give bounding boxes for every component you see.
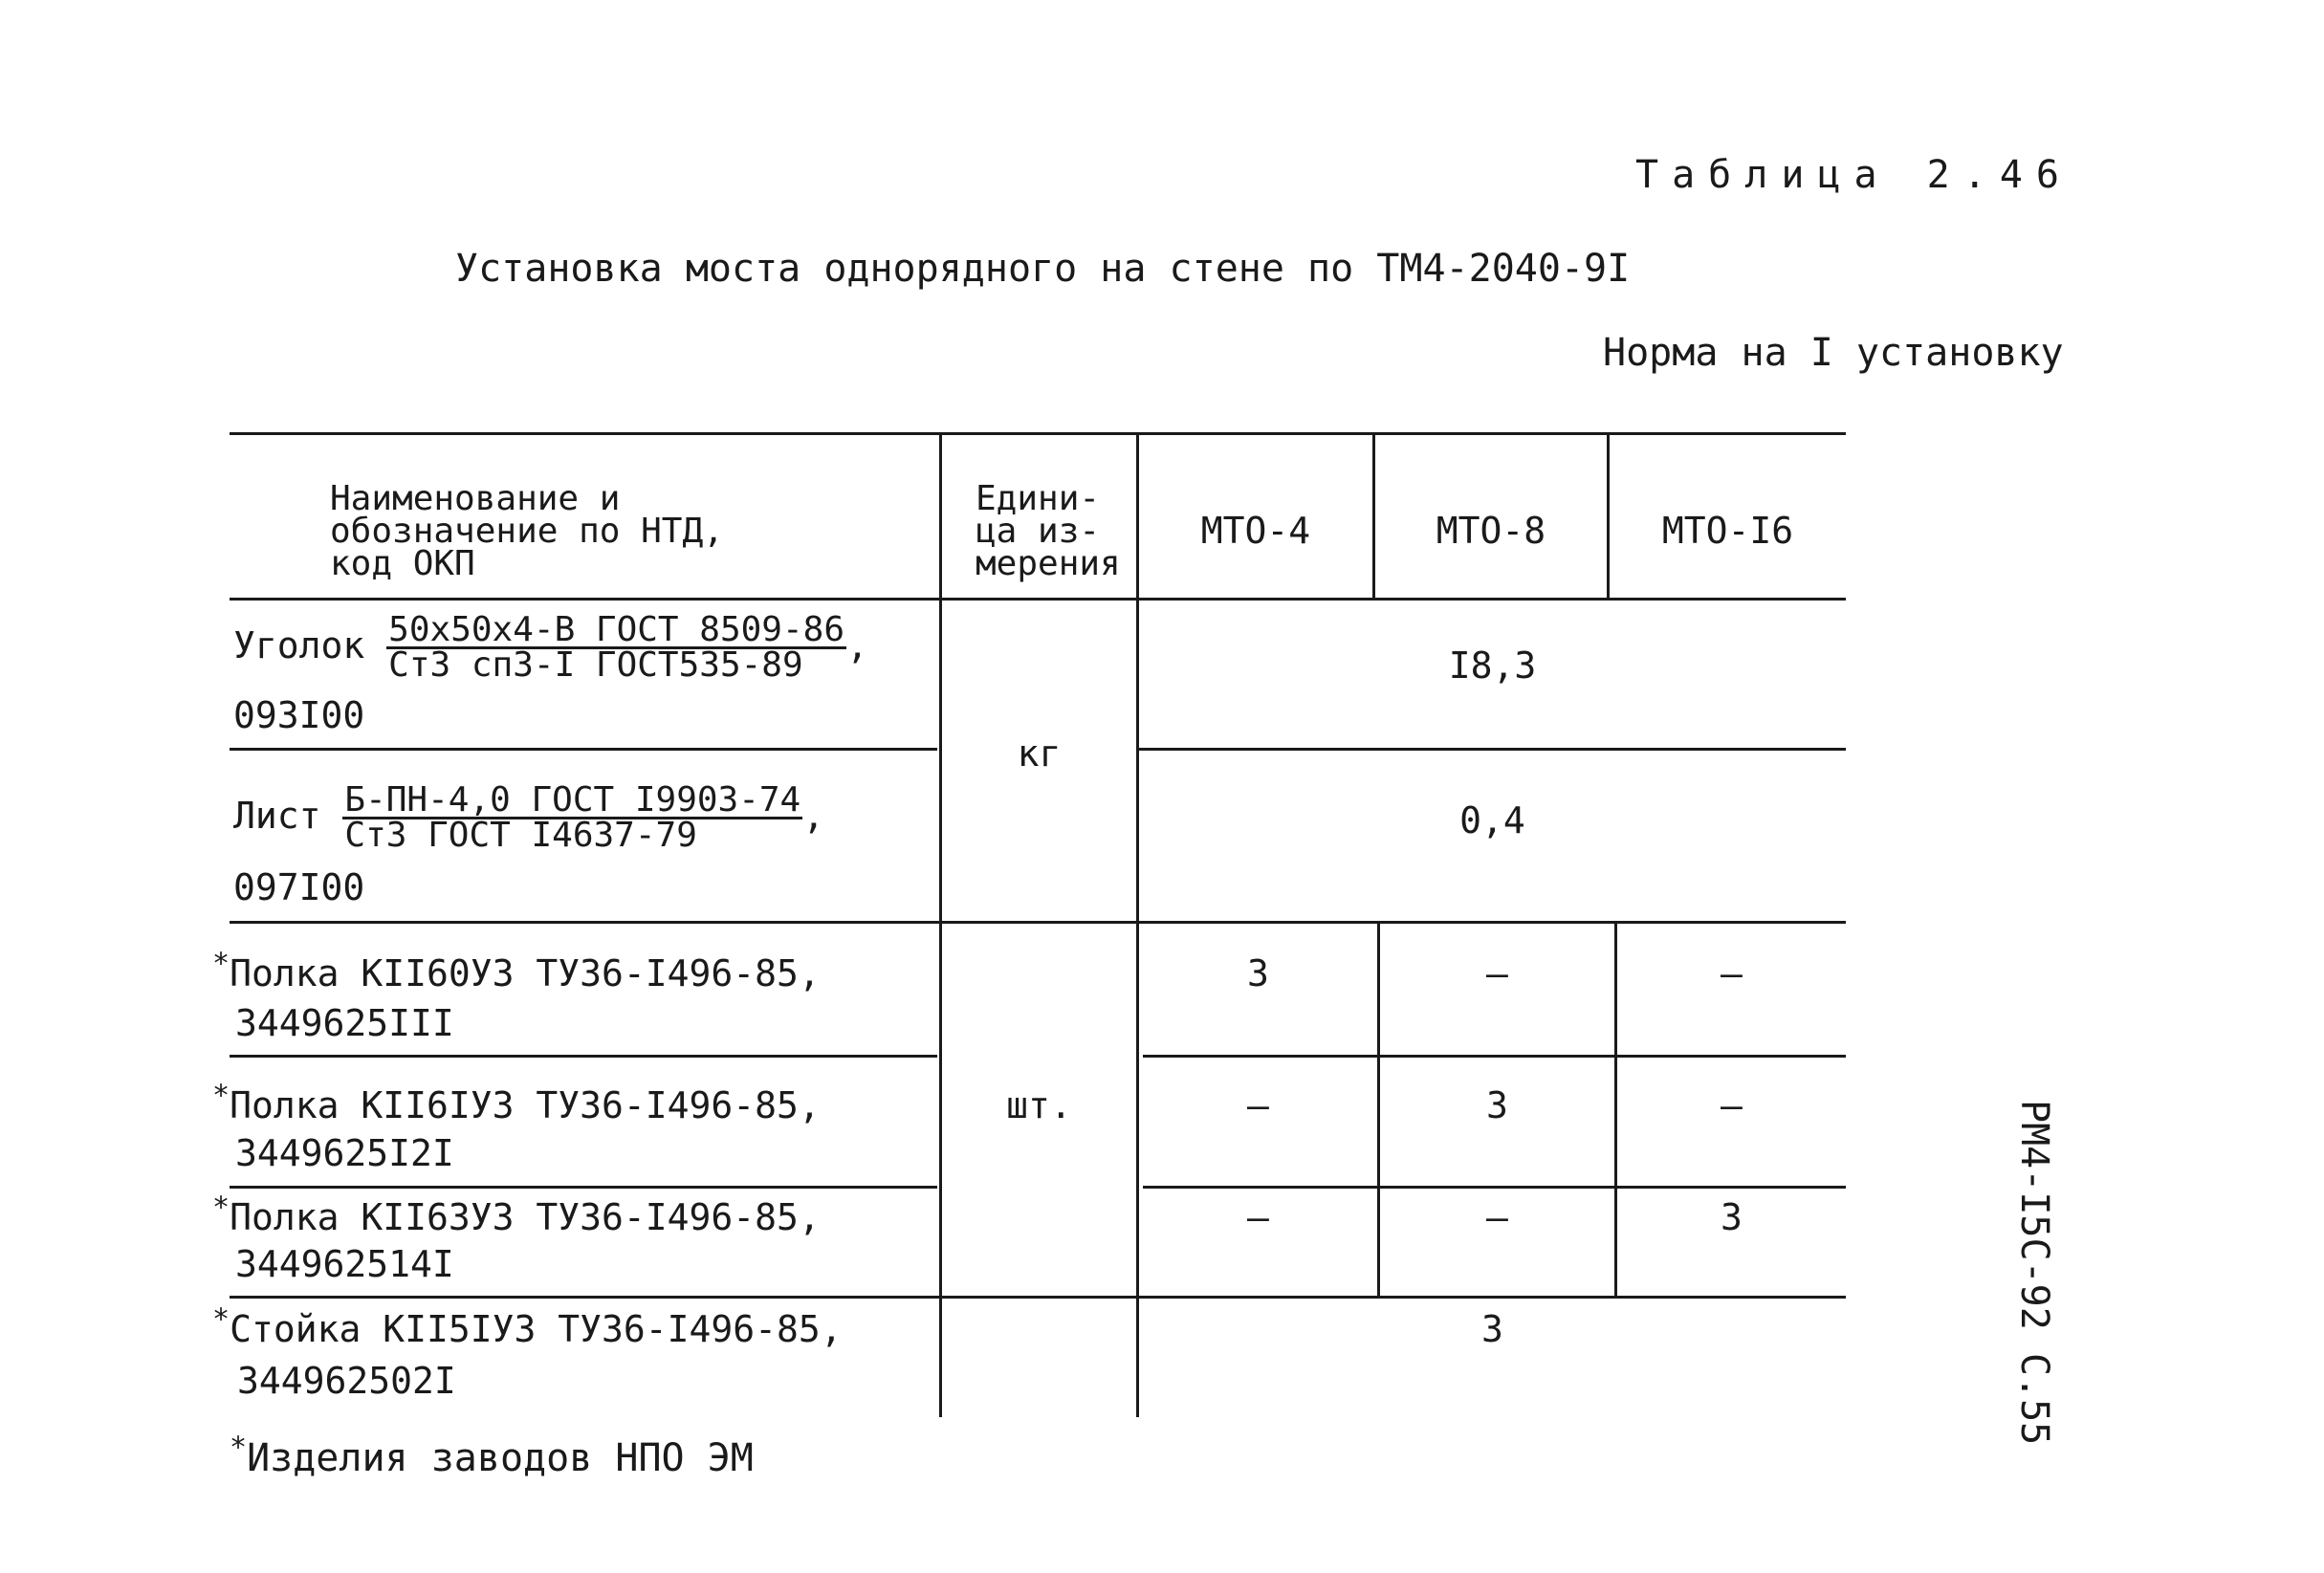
row-polka-160: *Полка КII60УЗ ТУ36-I496-85, bbox=[212, 947, 821, 994]
row-ugolok-code: 093I00 bbox=[233, 694, 365, 736]
side-document-code: РМ4-I5С-92 С.55 bbox=[2012, 1100, 2056, 1446]
header-mto-16: МТО-I6 bbox=[1661, 510, 1794, 552]
table-number: Таблица 2.46 bbox=[1635, 153, 2072, 197]
row-stoyka-value: 3 bbox=[1481, 1308, 1503, 1350]
row-polka-163-mto4: – bbox=[1247, 1196, 1269, 1238]
row-ugolok-value: I8,3 bbox=[1448, 644, 1537, 687]
row-polka-163: *Полка КII63УЗ ТУ36-I496-85, bbox=[212, 1191, 821, 1238]
row-list: Лист $\frac{\text{Б-ПН-4,0 ГОСТ I9903-74}}{\text{Ст3 ГОСТ I4637-79}}$ , bbox=[233, 780, 825, 855]
row-list-value: 0,4 bbox=[1459, 799, 1525, 841]
row-polka-161-code: 3449625I2I bbox=[235, 1132, 454, 1174]
row-polka-160-mto8: – bbox=[1486, 952, 1508, 994]
row-polka-163-mto16: 3 bbox=[1721, 1196, 1743, 1238]
header-mto-8: МТО-8 bbox=[1436, 510, 1546, 552]
row-stoyka-code: 344962502I bbox=[237, 1360, 456, 1402]
row-polka-160-mto4: 3 bbox=[1247, 952, 1269, 994]
row-polka-160-mto16: – bbox=[1721, 952, 1743, 994]
footnote: *Изделия заводов НПО ЭМ bbox=[230, 1431, 754, 1480]
row-polka-163-code: 344962514I bbox=[235, 1243, 454, 1285]
row-polka-161-mto8: 3 bbox=[1486, 1084, 1508, 1126]
row-polka-163-mto8: – bbox=[1486, 1196, 1508, 1238]
row-polka-161-mto16: – bbox=[1721, 1084, 1743, 1126]
row-ugolok: Уголок $\frac{\text{50х50х4-В ГОСТ 8509-86}}{\text{Ст3 сп3-I ГОСТ535-89}}$ , bbox=[233, 610, 868, 685]
header-name: Наименование и обозначение по НТД, код ОКП bbox=[330, 479, 724, 583]
header-unit: Едини- ца из- мерения bbox=[976, 479, 1121, 583]
document-title: Установка моста однорядного на стене по ТМ4-2040-9I bbox=[455, 247, 1631, 291]
header-mto-4: МТО-4 bbox=[1200, 510, 1311, 552]
row-polka-160-code: 3449625III bbox=[235, 1002, 454, 1044]
row-list-code: 097I00 bbox=[233, 866, 365, 908]
unit-kg: кг bbox=[1017, 732, 1062, 775]
row-polka-161-mto4: – bbox=[1247, 1084, 1269, 1126]
norm-note: Норма на I установку bbox=[1603, 331, 2064, 375]
unit-sht: шт. bbox=[1006, 1084, 1072, 1126]
row-polka-161: *Полка КII6IУЗ ТУ36-I496-85, bbox=[212, 1079, 821, 1126]
row-stoyka: *Стойка КII5IУЗ ТУ36-I496-85, bbox=[212, 1302, 843, 1350]
